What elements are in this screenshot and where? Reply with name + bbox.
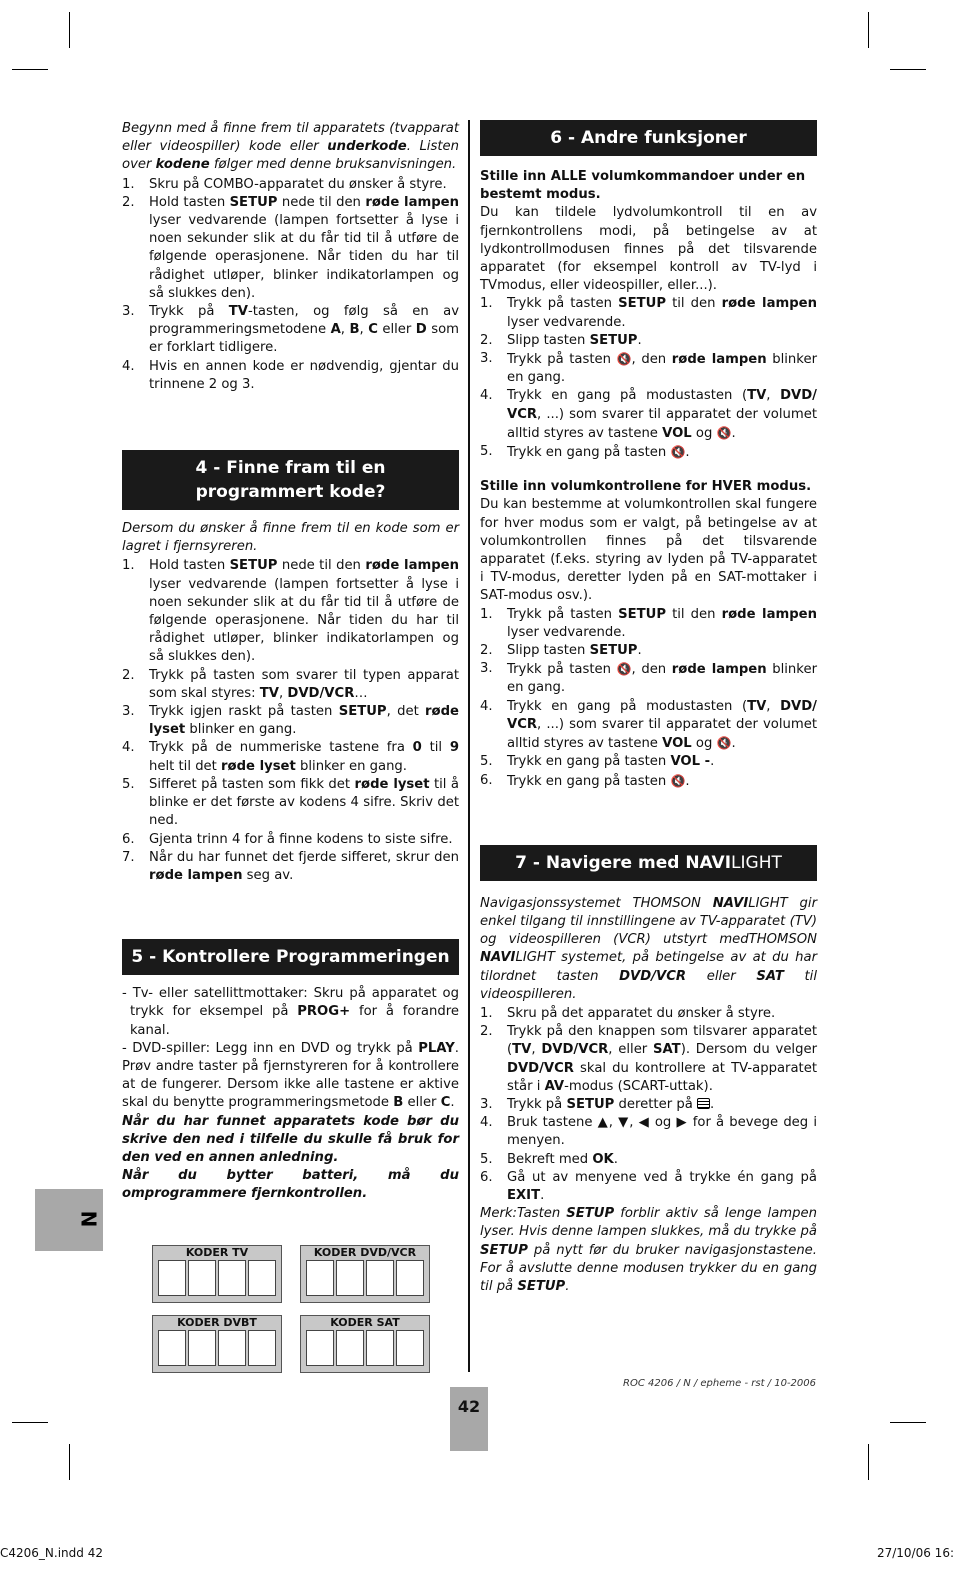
section-6-subheading: Stille inn ALLE volumkommandoer under en bestemt modus.: [480, 169, 806, 203]
crop-mark: [12, 1422, 48, 1423]
list-item: 7. Når du har funnet det fjerde sifferet, skrur den røde lampen seg av.: [122, 849, 459, 883]
steps-list: [480, 1005, 817, 1205]
steps-list: [122, 176, 459, 394]
code-box-dvd-vcr[interactable]: [300, 1245, 430, 1303]
list-item: 6. Gjenta trinn 4 for å finne kodens to siste sifre.: [122, 831, 453, 847]
list-item: 3. Trykk igjen raskt på tasten SETUP, det røde lyset blinker en gang.: [122, 704, 459, 738]
list-item: 3. Trykk på tasten 🔇, den røde lampen blinker en gang.: [480, 351, 817, 386]
code-box-label: KODER TV: [185, 1246, 249, 1259]
right-column: [480, 120, 817, 1297]
list-item: 6. Trykk en gang på tasten 🔇.: [480, 772, 690, 789]
list-item: 4. Trykk en gang på modustasten (TV, DVD/ VCR, ...) som svarer til apparatet der volumet alltid styres av tastene VOL og 🔇.: [480, 388, 817, 441]
code-box-label: KODER DVD/VCR: [313, 1246, 417, 1259]
print-slug-file: C4206_N.indd 42: [0, 1546, 103, 1560]
list-item: 5. Sifferet på tasten som fikk det røde lyset til å blinke er det første av kodens 4 sifre. Skriv det ned.: [122, 776, 459, 829]
intro-paragraph: Begynn med å finne frem til apparatets (tvapparat eller videospiller) kode eller underkode. Listen over kodene følger med denne bruksanvisningen.: [122, 121, 459, 173]
list-item: 3. Trykk på TV-tasten, og følg så en av programmeringsmetodene A, B, C eller D som er forklart tidligere.: [122, 304, 460, 356]
crop-mark: [890, 1422, 926, 1423]
section-5-dash-item: - Tv- eller satellittmottaker: Skru på apparatet og trykk for eksempel på PROG+ for å forandre kanal.: [122, 986, 459, 1038]
document-reference: ROC 4206 / N / epheme - rst / 10-2006: [623, 1378, 816, 1389]
steps-list: [122, 557, 459, 885]
crop-mark: [69, 1444, 70, 1480]
list-item: 1. Skru på det apparatet du ønsker å styre.: [480, 1005, 776, 1021]
section-7-header: 7 - Navigere med NAVILIGHT: [480, 845, 817, 881]
list-item: 5. Trykk en gang på tasten 🔇.: [480, 444, 690, 461]
crop-mark: [69, 12, 70, 48]
code-box-dvbt[interactable]: [152, 1315, 282, 1373]
list-item: 2. Hold tasten SETUP nede til den røde lampen lyser vedvarende (lampen fortsetter å lyse i noen sekunder slik at du får tid til å utføre de følgende operasjonene. Når tiden du har til rådighet utløper, blinker indikatorlampen og så slukkes den).: [122, 194, 459, 301]
section-6-paragraph: Du kan tildele lydvolumkontroll til en av fjernkontrollens modi, på betingelse av at lydkontrollmodusen finnes på det tilsvarende apparatet (for eksempel kontroll av TV-lyd i TVmodus, eller videospiller, eller...).: [480, 205, 817, 294]
section-7-intro: Navigasjonssystemet THOMSON NAVILIGHT gir enkel tilgang til innstillingene av TV-apparatet (TV) og videospilleren (VCR) utstyrt medTHOMSON NAVILIGHT systemet, på betingelse av at du har tilordnet tasten DVD/VCR eller SAT til videospilleren.: [480, 895, 817, 1002]
code-box-tv[interactable]: [152, 1245, 282, 1303]
list-item: 3. Trykk på SETUP deretter på .: [480, 1096, 715, 1112]
list-item: 2. Slipp tasten SETUP.: [480, 643, 642, 659]
section-4-header: 4 - Finne fram til en programmert kode?: [122, 450, 459, 510]
section-5-note: Når du bytter batteri, må du omprogrammere fjernkontrollen.: [122, 1168, 459, 1202]
side-language-tab: N: [35, 1189, 103, 1251]
code-box-label: KODER SAT: [330, 1316, 400, 1329]
list-item: 2. Slipp tasten SETUP.: [480, 332, 642, 348]
section-6-paragraph: Du kan bestemme at volumkontrollen skal fungere for hver modus som er valgt, på betingelse av at volumkontrollen finnes på det tilsvarende apparatet (f.eks. styring av lyden på TV-apparatet i TV-modus, deretter lyden på en SAT-mottaker i SAT-modus osv.).: [480, 497, 817, 604]
section-5-note: Når du har funnet apparatets kode bør du skrive den ned i tilfelle du skulle få bruk for den ved en annen anledning.: [122, 1113, 459, 1165]
section-4-intro: Dersom du ønsker å finne frem til en kode som er lagret i fjernsyreren.: [122, 521, 459, 555]
crop-mark: [12, 69, 48, 70]
list-item: 1. Trykk på tasten SETUP til den røde lampen lyser vedvarende.: [480, 296, 817, 330]
list-item: 5. Bekreft med OK.: [480, 1151, 618, 1167]
section-7-note: Merk:Tasten SETUP forblir aktiv så lenge lampen lyser. Hvis denne lampen slukkes, må du trykke på SETUP på nytt før du bruker navigasjonstastene. For å avslutte denne modusen trykker du en gang til på SETUP.: [480, 1206, 817, 1294]
list-item: 1. Hold tasten SETUP nede til den røde lampen lyser vedvarende (lampen fortsetter å lyse i noen sekunder slik at du får tid til å utføre de følgende operasjonene. Når tiden du har til rådighet utløper, blinker indikatorlampen og så slukkes den).: [122, 558, 459, 665]
list-item: 4. Hvis en annen kode er nødvendig, gjentar du trinnene 2 og 3.: [122, 358, 459, 392]
print-slug-date: 27/10/06 16:: [876, 1546, 954, 1560]
section-5-header: 5 - Kontrollere Programmeringen: [122, 939, 459, 975]
list-item: 3. Trykk på tasten 🔇, den røde lampen blinker en gang.: [480, 661, 817, 696]
crop-mark: [890, 69, 926, 70]
list-item: 6. Gå ut av menyene ved å trykke én gang på EXIT.: [480, 1169, 817, 1203]
list-item: 5. Trykk en gang på tasten VOL -.: [480, 754, 715, 770]
list-item: 2. Trykk på tasten som svarer til typen apparat som skal styres: TV, DVD/VCR…: [122, 667, 459, 701]
steps-list: [480, 606, 817, 791]
code-box-label: KODER DVBT: [177, 1316, 257, 1329]
list-item: 1. Skru på COMBO-apparatet du ønsker å styre.: [122, 176, 447, 192]
list-item: 1. Trykk på tasten SETUP til den røde lampen lyser vedvarende.: [480, 606, 817, 640]
list-item: 4. Bruk tastene ▲, ▼, ◀ og ▶ for å bevege deg i menyen.: [480, 1115, 817, 1149]
section-5-paragraph: - DVD-spiller: Legg inn en DVD og trykk på PLAY. Prøv andre taster på fjernstyreren for å kontrollere at de fungerer. Dersom ikke alle tastene er aktive skal du benytte programmeringsmetode B eller C.: [122, 1040, 459, 1111]
list-item: 2. Trykk på den knappen som tilsvarer apparatet (TV, DVD/VCR, eller SAT). Dersom du velger DVD/VCR skal du kontrollere at TV-apparatet står i AV-modus (SCART-uttak).: [480, 1024, 818, 1094]
page-number-box: [450, 1387, 488, 1451]
page-number: 42: [457, 1397, 481, 1416]
code-box-sat[interactable]: [300, 1315, 430, 1373]
crop-mark: [868, 1444, 869, 1480]
column-divider: [468, 120, 470, 1372]
list-item: 4. Trykk en gang på modustasten (TV, DVD/ VCR, ...) som svarer til apparatet der volumet alltid styres av tastene VOL og 🔇.: [480, 698, 817, 752]
section-6-header: 6 - Andre funksjoner: [480, 120, 817, 156]
left-column: [122, 120, 459, 1204]
list-item: 4. Trykk på de nummeriske tastene fra 0 til 9 helt til det røde lyset blinker en gang.: [122, 740, 459, 774]
crop-mark: [868, 12, 869, 48]
section-6-subheading: Stille inn volumkontrollene for HVER modus.: [480, 479, 812, 495]
steps-list: [480, 295, 817, 462]
